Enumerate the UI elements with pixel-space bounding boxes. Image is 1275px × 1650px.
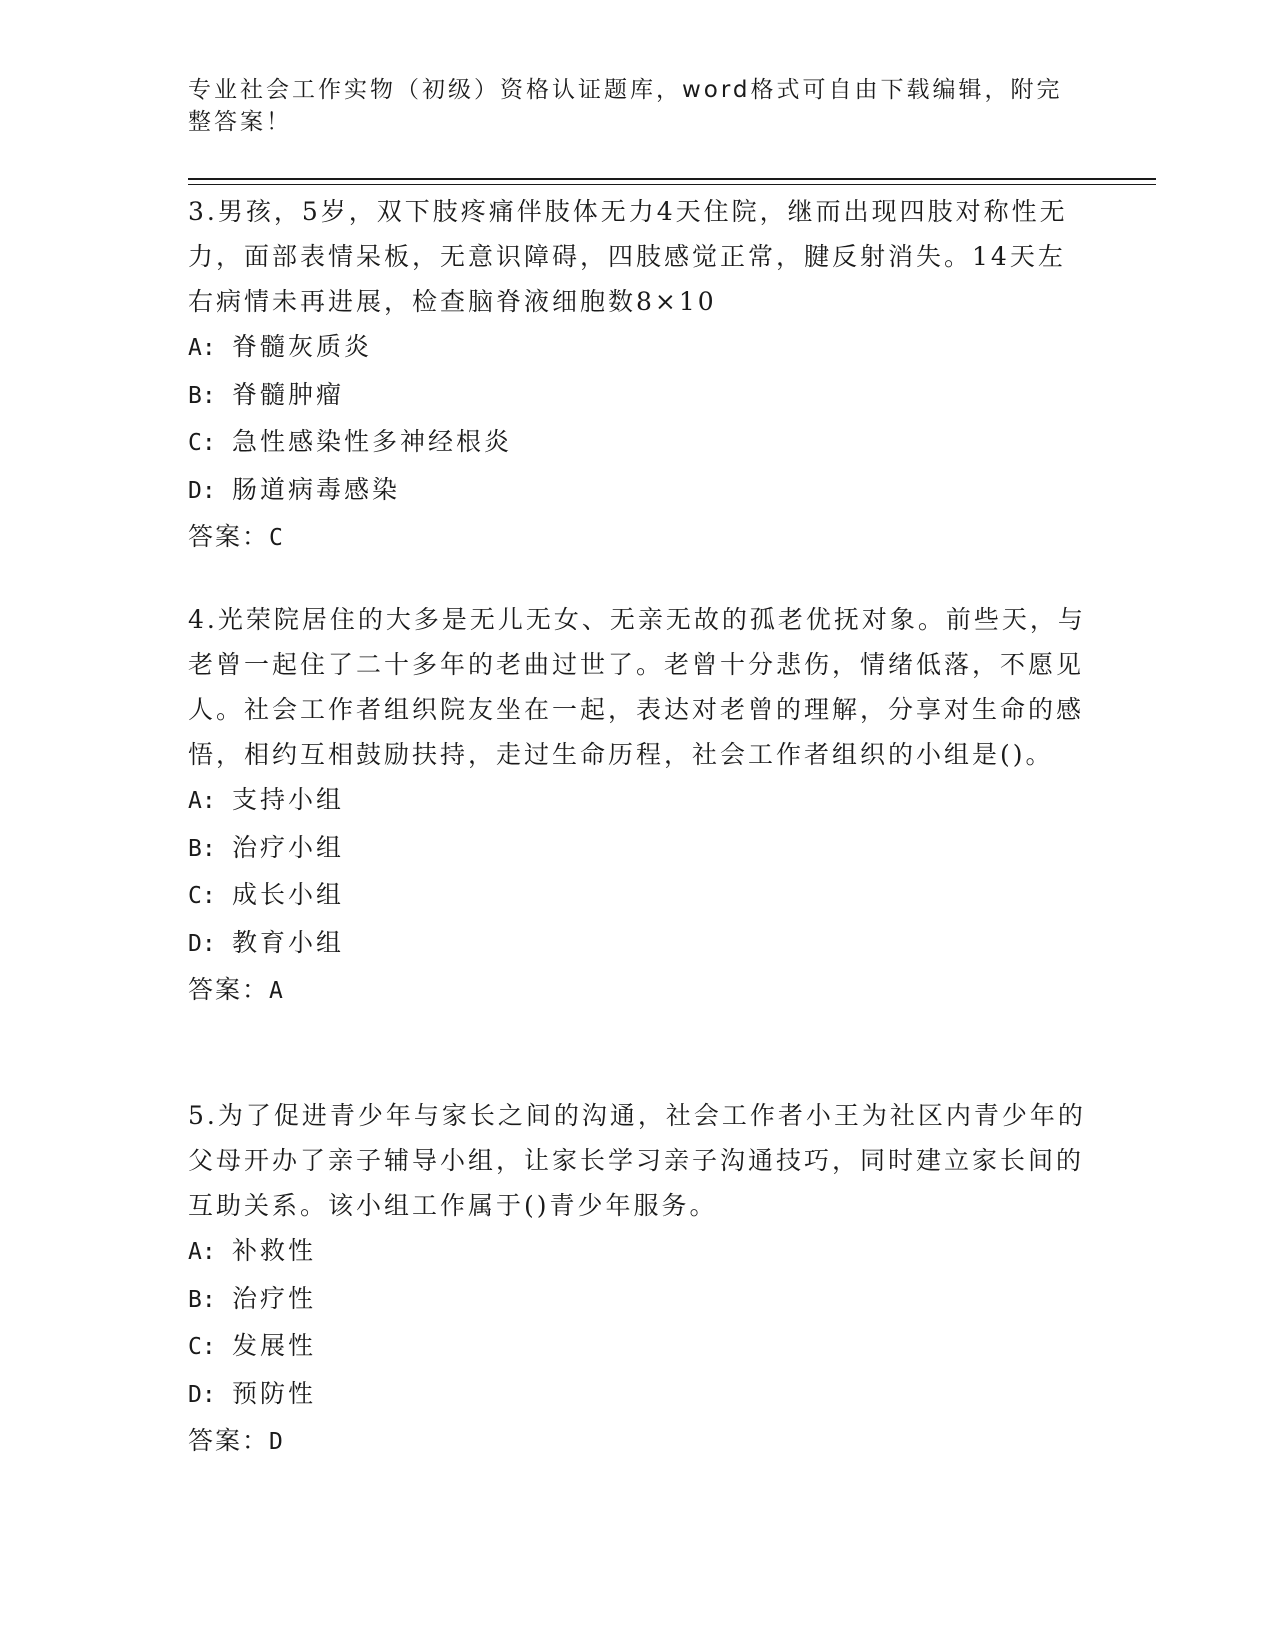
- option-text: 预防性: [232, 1378, 317, 1408]
- option-key: A:: [188, 1239, 216, 1265]
- answer-label: 答案：: [188, 975, 270, 1004]
- option-text: 发展性: [232, 1331, 317, 1360]
- option-key: D:: [188, 930, 216, 957]
- option-key: D:: [188, 1381, 216, 1408]
- answer-value: A: [269, 978, 283, 1004]
- header-rule-thin: [188, 184, 1156, 185]
- question-block: [188, 189, 1088, 561]
- question-stem: 4.光荣院居住的大多是无儿无女、无亲无故的孤老优抚对象。前些天，与老曾一起住了二十多年的老曲过世了。老曾十分悲伤，情绪低落，不愿见人。社会工作者组织院友坐在一起，表达对老曾的理解，分享对生命的感悟，相约互相鼓励扶持，走过生命历程，社会工作者组织的小组是()。: [188, 605, 1086, 769]
- option-key: D:: [188, 477, 216, 504]
- option-b: [188, 1276, 1088, 1324]
- question-block: [188, 1093, 1088, 1465]
- answer-value: D: [269, 1429, 283, 1455]
- option-d: [188, 920, 1088, 968]
- option-key: C:: [188, 883, 216, 909]
- option-a: [188, 777, 1088, 825]
- answer-value: C: [269, 525, 283, 551]
- option-a: [188, 324, 1088, 372]
- answer-line: [188, 967, 1088, 1014]
- question-block: [188, 597, 1088, 1014]
- option-text: 治疗性: [232, 1283, 317, 1313]
- option-c: [188, 419, 1088, 467]
- option-text: 肠道病毒感染: [232, 474, 401, 504]
- header-rule-thick: [188, 178, 1156, 180]
- option-key: B:: [188, 835, 216, 862]
- option-key: A:: [188, 335, 216, 361]
- option-c: [188, 1323, 1088, 1371]
- option-text: 成长小组: [232, 880, 345, 909]
- option-a: [188, 1228, 1088, 1276]
- answer-line: [188, 514, 1088, 561]
- option-b: [188, 372, 1088, 420]
- answer-label: 答案：: [188, 522, 270, 551]
- option-text: 补救性: [232, 1236, 317, 1265]
- question-stem: 3.男孩，5岁，双下肢疼痛伴肢体无力4天住院，继而出现四肢对称性无力，面部表情呆板，无意识障碍，四肢感觉正常，腱反射消失。14天左右病情未再进展，检查脑脊液细胞数8×10: [188, 197, 1068, 316]
- option-text: 支持小组: [232, 785, 345, 814]
- document-header: 专业社会工作实物（初级）资格认证题库，word格式可自由下载编辑，附完整答案！: [188, 77, 1063, 135]
- option-key: C:: [188, 1334, 216, 1360]
- option-c: [188, 872, 1088, 920]
- option-key: A:: [188, 788, 216, 814]
- answer-label: 答案：: [188, 1426, 270, 1455]
- option-text: 脊髓灰质炎: [232, 332, 373, 361]
- option-d: [188, 467, 1088, 515]
- option-text: 脊髓肿瘤: [232, 379, 345, 409]
- question-stem: 5.为了促进青少年与家长之间的沟通，社会工作者小王为社区内青少年的父母开办了亲子辅导小组，让家长学习亲子沟通技巧，同时建立家长间的互助关系。该小组工作属于()青少年服务。: [188, 1101, 1086, 1220]
- option-d: [188, 1371, 1088, 1419]
- option-b: [188, 825, 1088, 873]
- option-text: 治疗小组: [232, 832, 345, 862]
- option-key: C:: [188, 430, 216, 456]
- option-key: B:: [188, 1286, 216, 1313]
- answer-line: [188, 1418, 1088, 1465]
- option-text: 急性感染性多神经根炎: [232, 427, 513, 456]
- option-key: B:: [188, 382, 216, 409]
- option-text: 教育小组: [232, 927, 345, 957]
